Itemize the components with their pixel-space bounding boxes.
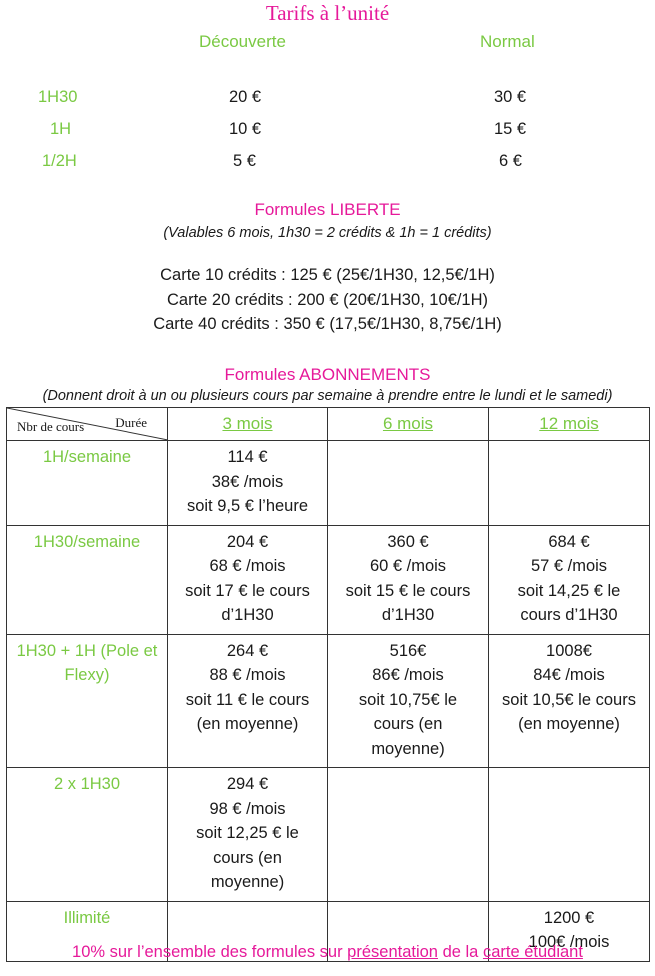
table-row bbox=[7, 441, 650, 526]
row-label: Illimité bbox=[7, 901, 168, 961]
unit-price-normal: 6 € bbox=[499, 152, 522, 170]
corner-nbr: Nbr de cours bbox=[17, 418, 85, 434]
price-cell: 294 € 98 € /mois soit 12,25 € le cours (en moyenne) bbox=[168, 768, 328, 902]
footer-link-carte-etudiant[interactable]: carte étudiant bbox=[482, 943, 583, 961]
col-header: 6 mois bbox=[328, 408, 489, 441]
footer-note: 10% sur l’ensemble des formules sur présentation de la carte étudiant bbox=[72, 943, 583, 961]
price-cell: 1008€ 84€ /mois soit 10,5€ le cours (en moyenne) bbox=[489, 634, 650, 768]
row-label: 1H30/semaine bbox=[7, 525, 168, 634]
price-cell: 360 € 60 € /mois soit 15 € le cours d’1H30 bbox=[328, 525, 489, 634]
liberte-heading: Formules LIBERTE bbox=[254, 200, 401, 219]
col-decouverte: Découverte bbox=[199, 32, 286, 51]
price-cell: 264 € 88 € /mois soit 11 € le cours (en moyenne) bbox=[168, 634, 328, 768]
price-cell: 684 € 57 € /mois soit 14,25 € le cours d’1H30 bbox=[489, 525, 650, 634]
price-cell-empty bbox=[328, 441, 489, 526]
price-cell: 204 € 68 € /mois soit 17 € le cours d’1H30 bbox=[168, 525, 328, 634]
unit-price-normal: 15 € bbox=[494, 120, 527, 138]
unit-row-label: 1/2H bbox=[42, 152, 77, 170]
liberte-carte: Carte 20 crédits : 200 € (20€/1H30, 10€/1H) bbox=[166, 291, 489, 309]
price-cell-empty bbox=[489, 768, 650, 902]
price-cell-empty bbox=[328, 768, 489, 902]
col-header: 12 mois bbox=[489, 408, 650, 441]
corner-duree: Durée bbox=[115, 415, 147, 430]
abonnements-heading: Formules ABONNEMENTS bbox=[224, 365, 431, 384]
liberte-note: (Valables 6 mois, 1h30 = 2 crédits & 1h = 1 crédits) bbox=[163, 225, 492, 241]
table-row bbox=[7, 525, 650, 634]
col-normal: Normal bbox=[480, 32, 535, 51]
price-cell: 114 € 38€ /mois soit 9,5 € l’heure bbox=[168, 441, 328, 526]
abonnements-note: (Donnent droit à un ou plusieurs cours par semaine à prendre entre le lundi et le samedi) bbox=[42, 388, 613, 404]
unit-price-decouverte: 10 € bbox=[229, 120, 262, 138]
price-cell: 516€ 86€ /mois soit 10,75€ le cours (en moyenne) bbox=[328, 634, 489, 768]
unit-price-decouverte: 20 € bbox=[229, 88, 262, 106]
unit-row-label: 1H30 bbox=[38, 88, 78, 106]
col-header: 3 mois bbox=[168, 408, 328, 441]
row-label: 1H/semaine bbox=[7, 441, 168, 526]
footer-link-presentation[interactable]: présentation bbox=[347, 943, 438, 961]
unit-price-decouverte: 5 € bbox=[233, 152, 256, 170]
price-cell: 1200 € 100€ /mois bbox=[489, 901, 650, 961]
corner-cell bbox=[7, 408, 168, 441]
abonnements-table bbox=[6, 407, 650, 962]
unit-price-normal: 30 € bbox=[494, 88, 527, 106]
liberte-carte: Carte 10 crédits : 125 € (25€/1H30, 12,5€/1H) bbox=[160, 266, 495, 284]
liberte-carte: Carte 40 crédits : 350 € (17,5€/1H30, 8,75€/1H) bbox=[153, 315, 502, 333]
row-label: 2 x 1H30 bbox=[7, 768, 168, 902]
row-label: 1H30 + 1H (Pole et Flexy) bbox=[7, 634, 168, 768]
unit-row-label: 1H bbox=[50, 120, 72, 138]
table-header-row bbox=[7, 408, 650, 441]
page-title: Tarifs à l’unité bbox=[265, 1, 390, 25]
table-row bbox=[7, 634, 650, 768]
table-row bbox=[7, 768, 650, 902]
price-cell-empty bbox=[489, 441, 650, 526]
